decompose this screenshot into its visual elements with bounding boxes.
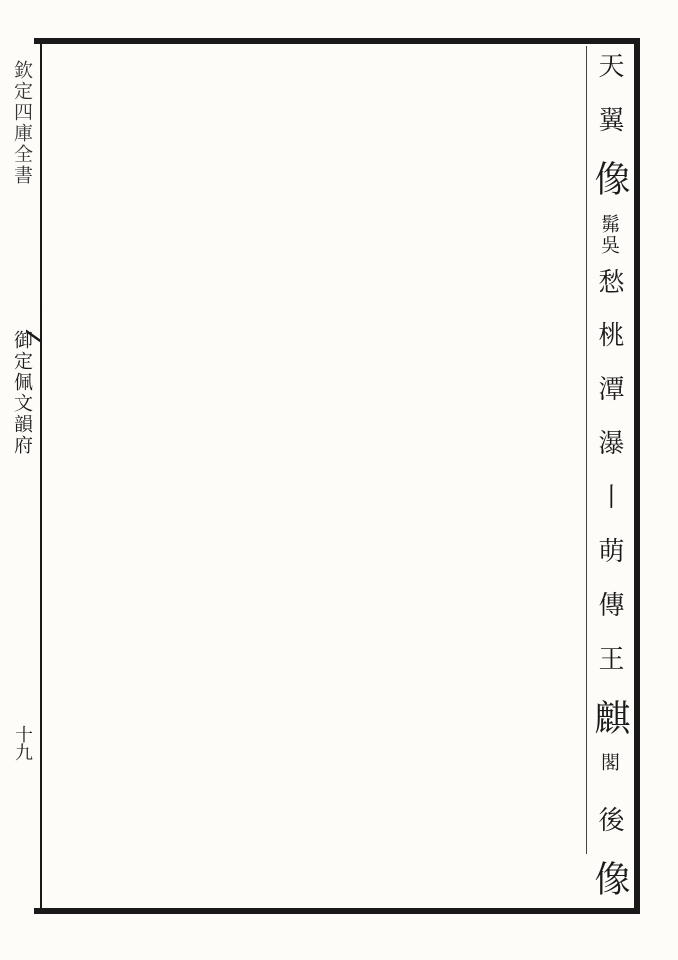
- edge-rule: [40, 38, 42, 914]
- text-column: [586, 854, 632, 908]
- text-column: [586, 746, 632, 800]
- text-column: [586, 369, 632, 423]
- annotation-text: 髴吳: [598, 213, 620, 256]
- body-text: 瀑: [594, 429, 624, 460]
- body-text: 傳: [594, 590, 624, 621]
- margin-book-title: 欽定四庫全書: [11, 60, 33, 186]
- text-body: [44, 46, 632, 908]
- headword: 像: [589, 159, 630, 198]
- text-column: [586, 800, 632, 854]
- text-column: [586, 423, 632, 477]
- page-number: 十九: [12, 725, 33, 761]
- text-column: [586, 100, 632, 154]
- text-column: [586, 154, 632, 208]
- text-column: [586, 639, 632, 693]
- text-column: [586, 262, 632, 316]
- body-text: 桃: [594, 321, 624, 352]
- text-column: [586, 46, 632, 100]
- body-text: 後: [594, 806, 624, 837]
- margin-work-title: 御定佩文韻府: [11, 330, 33, 456]
- body-text: 翼: [594, 105, 624, 136]
- text-column: [586, 477, 632, 531]
- body-text: 愁: [594, 267, 624, 298]
- text-column: [586, 208, 632, 262]
- text-column: [586, 531, 632, 585]
- text-column: [586, 585, 632, 639]
- annotation-text: 閣: [598, 752, 620, 774]
- body-text: 萌: [594, 536, 624, 567]
- text-column: [586, 315, 632, 369]
- body-text: 王: [594, 644, 624, 675]
- headword: 像: [589, 860, 630, 899]
- body-text: 天: [594, 52, 624, 82]
- headword: 麒: [589, 698, 630, 737]
- text-column: [586, 693, 632, 747]
- body-text: 潭: [594, 375, 624, 406]
- body-text: 丨: [594, 483, 624, 513]
